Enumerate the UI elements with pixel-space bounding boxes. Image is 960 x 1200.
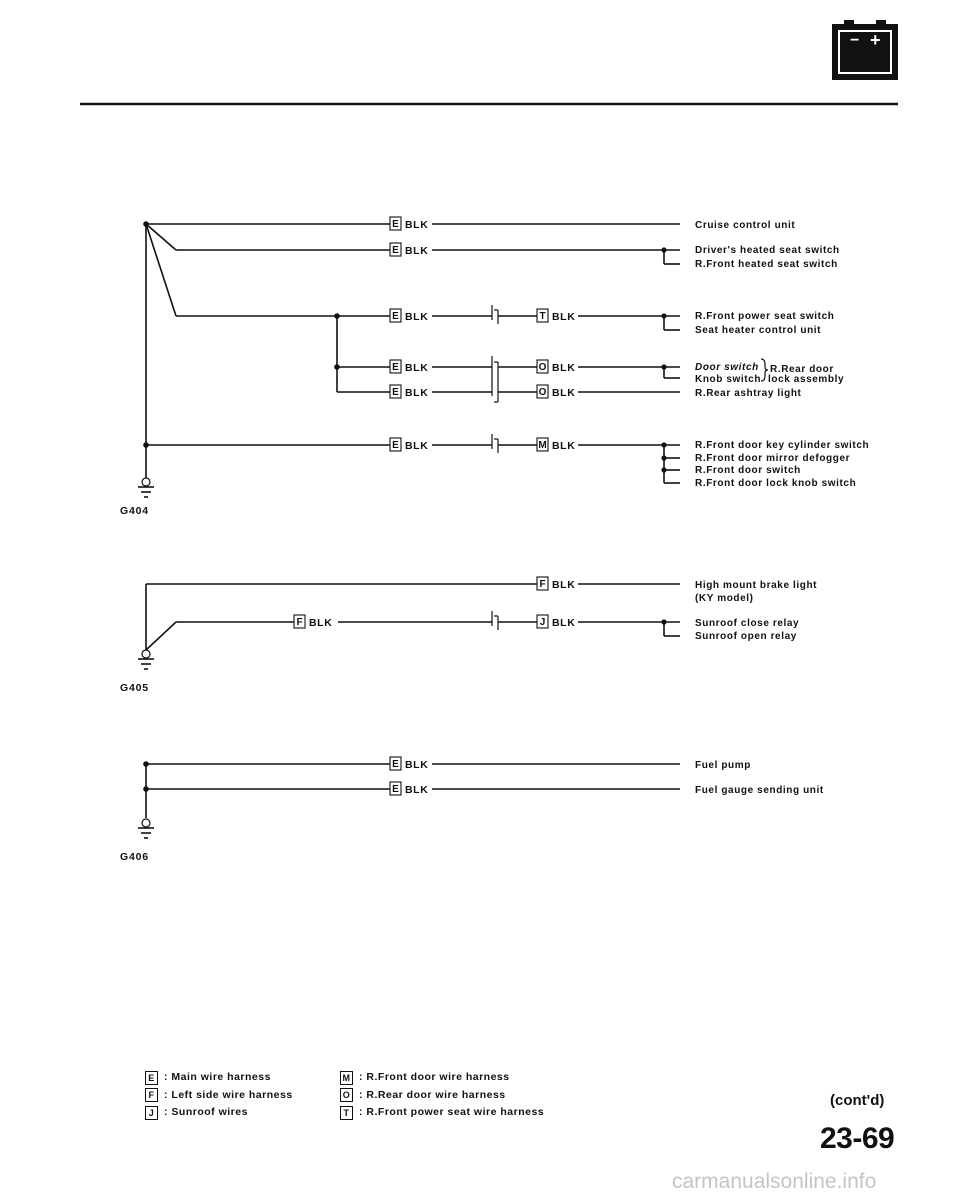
wire-color-label: BLK — [309, 617, 333, 629]
component-label: High mount brake light — [695, 580, 818, 591]
legend-item — [145, 1087, 293, 1105]
connector-code: E — [392, 362, 399, 373]
component-label: R.Front power seat switch — [695, 311, 835, 322]
wire-color-label: BLK — [552, 440, 576, 452]
wire-color-label: BLK — [405, 440, 429, 452]
connector-code: M — [538, 440, 547, 451]
wire-color-label: BLK — [552, 617, 576, 629]
legend-item — [340, 1087, 544, 1105]
component-label: (KY model) — [695, 593, 754, 604]
component-label: Sunroof open relay — [695, 631, 797, 642]
watermark: carmanualsonline.info — [672, 1170, 877, 1193]
legend-right — [340, 1069, 544, 1122]
wire-color-label: BLK — [405, 311, 429, 323]
connector-boxes — [294, 217, 548, 795]
component-label: Fuel gauge sending unit — [695, 785, 824, 796]
connector-code: E — [392, 311, 399, 322]
component-labels — [695, 220, 869, 796]
component-label: Seat heater control unit — [695, 325, 822, 336]
connector-code: E — [392, 784, 399, 795]
wire-color-label: BLK — [552, 387, 576, 399]
wire-color-label: BLK — [405, 759, 429, 771]
component-label: R.Rear ashtray light — [695, 388, 802, 399]
connector-code: T — [539, 311, 546, 322]
legend-code-box: F — [145, 1088, 158, 1102]
ground-label-g404: G404 — [120, 505, 149, 517]
wire-color-label: BLK — [405, 387, 429, 399]
component-label: Fuel pump — [695, 760, 751, 771]
connector-code: E — [392, 245, 399, 256]
connector-code: E — [392, 440, 399, 451]
legend-item — [340, 1069, 544, 1087]
legend-text: : R.Rear door wire harness — [359, 1088, 506, 1101]
legend-code-box: M — [340, 1071, 353, 1085]
component-label: R.Front door key cylinder switch — [695, 440, 870, 451]
wire-color-label: BLK — [552, 311, 576, 323]
component-label: Cruise control unit — [695, 220, 796, 231]
legend-text: : R.Front door wire harness — [359, 1071, 510, 1083]
connector-code: F — [539, 579, 546, 590]
component-label: R.Front door mirror defogger — [695, 453, 851, 464]
component-label: R.Front heated seat switch — [695, 259, 838, 270]
battery-plus-icon: + — [870, 30, 881, 50]
legend-text: : Sunroof wires — [164, 1106, 248, 1118]
wire-color-label: BLK — [405, 245, 429, 257]
legend-text: : R.Front power seat wire harness — [359, 1106, 545, 1118]
connector-code: O — [538, 387, 547, 398]
legend-text: : Left side wire harness — [164, 1088, 293, 1101]
legend-left — [145, 1069, 293, 1122]
legend-code-box: J — [145, 1106, 158, 1120]
component-label: R.Rear door — [770, 364, 834, 375]
wire-color-label: BLK — [405, 784, 429, 796]
g406-ground-circuit — [138, 761, 680, 838]
ground-label-g406: G406 — [120, 851, 149, 863]
wire-color-label: BLK — [405, 362, 429, 374]
component-label: Sunroof close relay — [695, 618, 800, 629]
page-number: 23-69 — [820, 1122, 895, 1155]
connector-code: E — [392, 387, 399, 398]
wire-color-label: BLK — [405, 219, 429, 231]
legend-item — [145, 1069, 293, 1087]
continued-label: (cont'd) — [830, 1092, 885, 1109]
component-label: Knob switch — [695, 374, 762, 385]
battery-minus-icon: − — [850, 32, 860, 49]
connector-code: E — [392, 759, 399, 770]
connector-code: J — [539, 617, 546, 628]
legend-item — [145, 1104, 293, 1122]
connector-code: O — [538, 362, 547, 373]
component-label: Driver's heated seat switch — [695, 245, 840, 256]
legend-code-box: O — [340, 1088, 353, 1102]
legend-code-box: T — [340, 1106, 353, 1120]
connector-code: F — [296, 617, 303, 628]
brace-icon — [761, 359, 768, 381]
legend-code-box: E — [145, 1071, 158, 1085]
wire-color-label: BLK — [552, 579, 576, 591]
component-label: R.Front door switch — [695, 465, 801, 476]
wire-color-label: BLK — [552, 362, 576, 374]
wire-color-labels — [309, 219, 575, 796]
connector-code: E — [392, 219, 399, 230]
component-label: R.Front door lock knob switch — [695, 478, 857, 489]
g405-ground-circuit — [138, 584, 680, 669]
component-label: lock assembly — [768, 374, 845, 385]
legend-text: : Main wire harness — [164, 1071, 271, 1083]
component-label: Door switch — [695, 362, 759, 373]
legend-item — [340, 1104, 544, 1122]
ground-label-g405: G405 — [120, 682, 149, 694]
g404-ground-circuit — [138, 221, 680, 497]
